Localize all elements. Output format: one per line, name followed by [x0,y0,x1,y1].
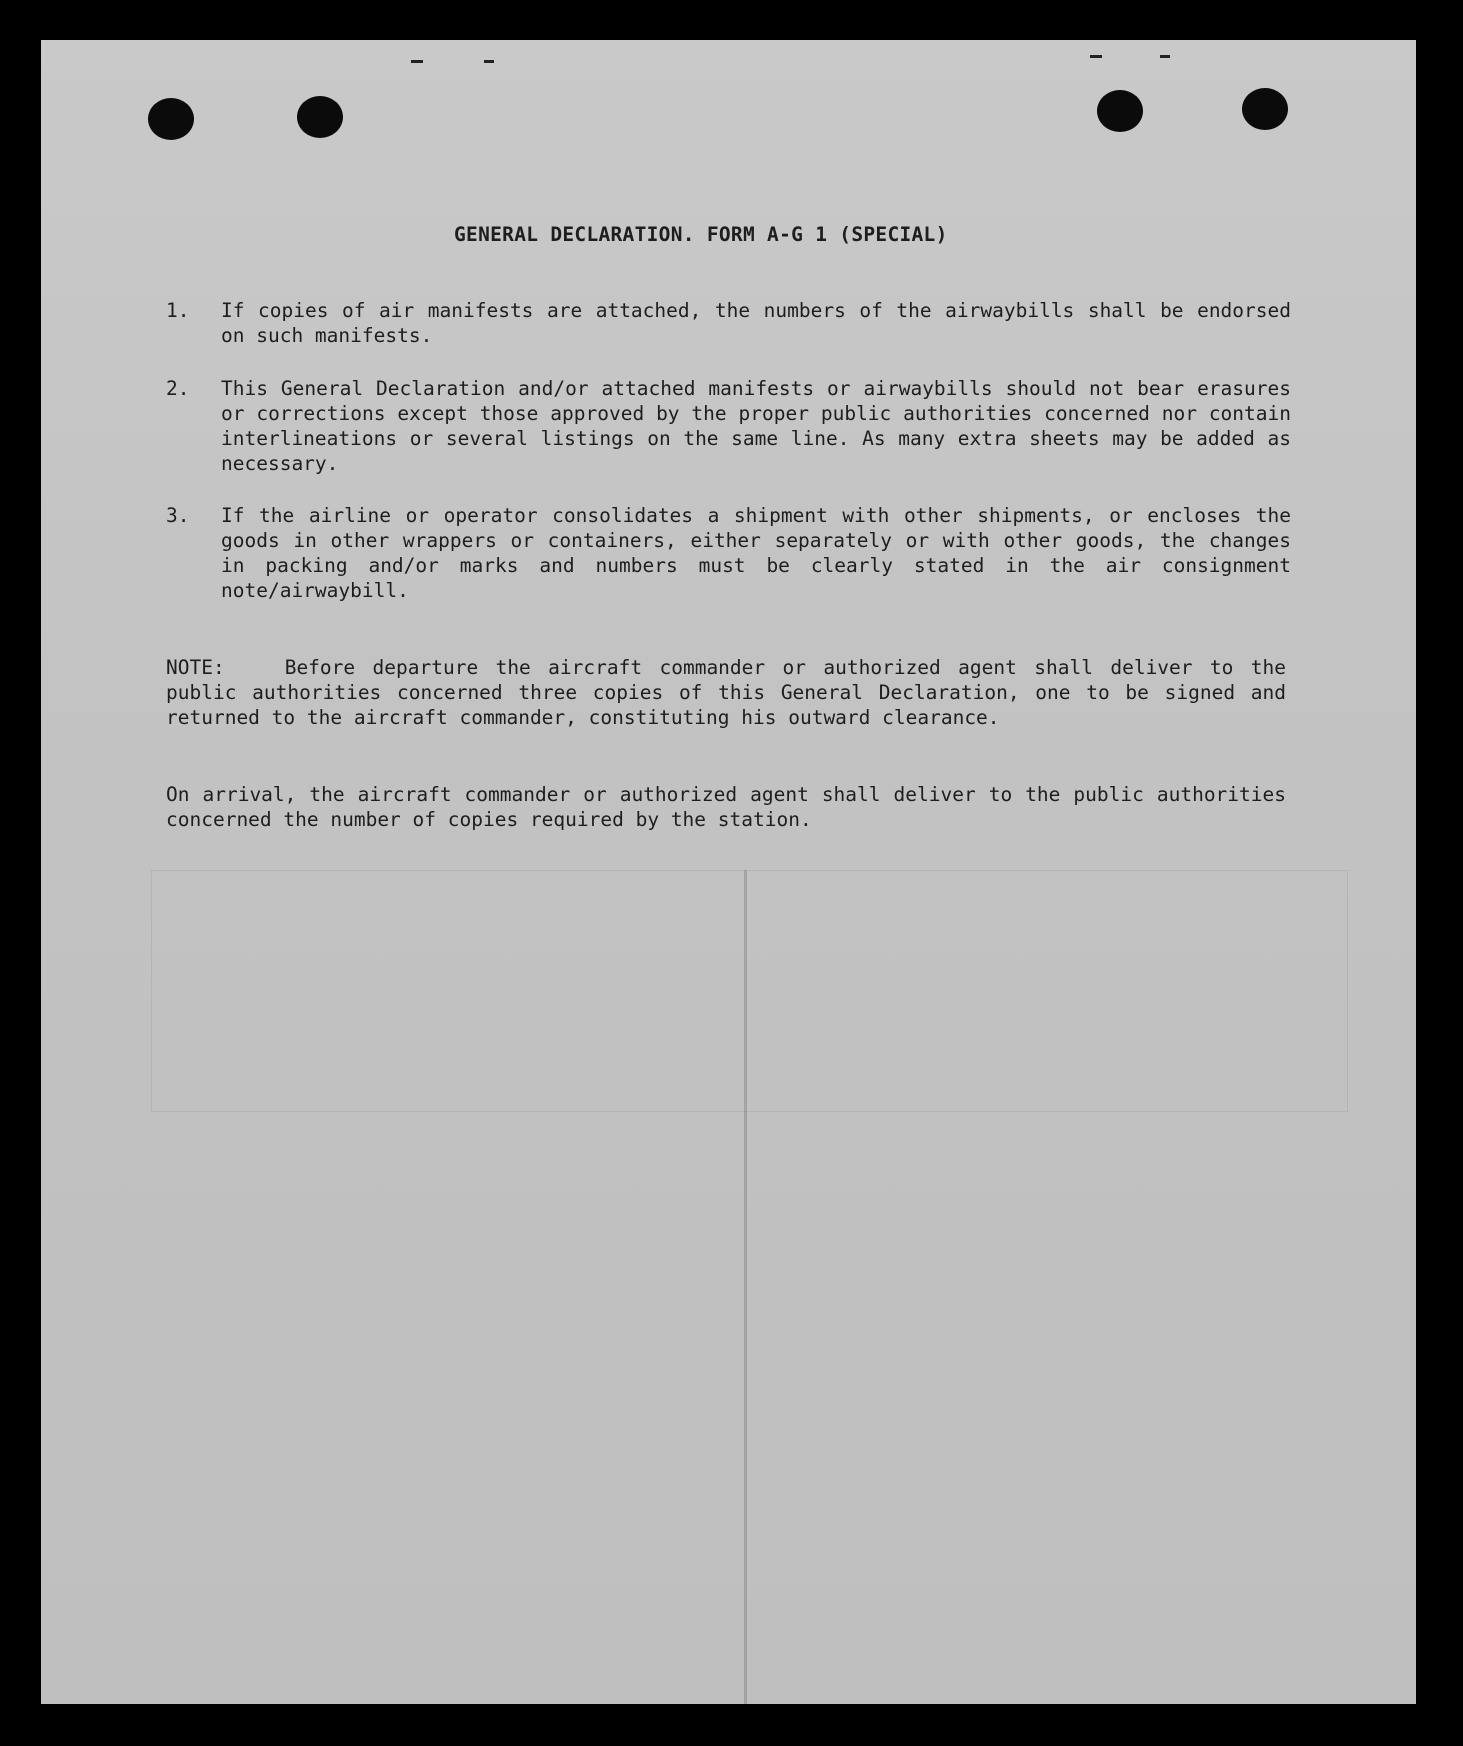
page-mark [484,60,494,63]
page-mark [1090,55,1102,58]
instruction-item [166,503,1291,603]
note-label: NOTE: [166,656,225,679]
page-mark [1160,55,1170,58]
item-text: If the airline or operator consolidates a shipment with other shipments, or encloses the goods in other wrappers or containers, either separately or with other goods, the changes in packing and/or marks and numbers must be clearly stated in the air consignment note/airwaybill. [221,504,1291,602]
item-number: 3. [166,504,190,527]
note-text: Before departure the aircraft commander or authorized agent shall deliver to the public authorities concerned three copies of this General Declaration, one to be signed and returned to the aircraft commander, constituting his outward clearance. [166,656,1286,729]
page-title: GENERAL DECLARATION. FORM A-G 1 (SPECIAL) [454,223,948,246]
instruction-item [166,298,1291,348]
punch-hole [297,96,343,138]
arrival-paragraph: On arrival, the aircraft commander or authorized agent shall deliver to the public authorities concerned the number of copies required by the station. [166,783,1286,831]
punch-hole [1097,90,1143,132]
fold-line [744,870,747,1704]
punch-hole [1242,88,1288,130]
instruction-item [166,376,1291,476]
item-text: This General Declaration and/or attached manifests or airwaybills should not bear erasures or corrections except those approved by the proper public authorities concerned nor contain interlineations or several listings on the same line. As many extra sheets may be added as necessary. [221,377,1291,475]
show-through-box [151,870,1348,1112]
punch-hole [148,98,194,140]
item-number: 1. [166,299,190,322]
page-mark [411,60,423,63]
document-page [41,40,1416,1704]
item-number: 2. [166,377,190,400]
item-text: If copies of air manifests are attached, the numbers of the airwaybills shall be endorsed on such manifests. [221,299,1291,347]
departure-note [166,655,1286,730]
